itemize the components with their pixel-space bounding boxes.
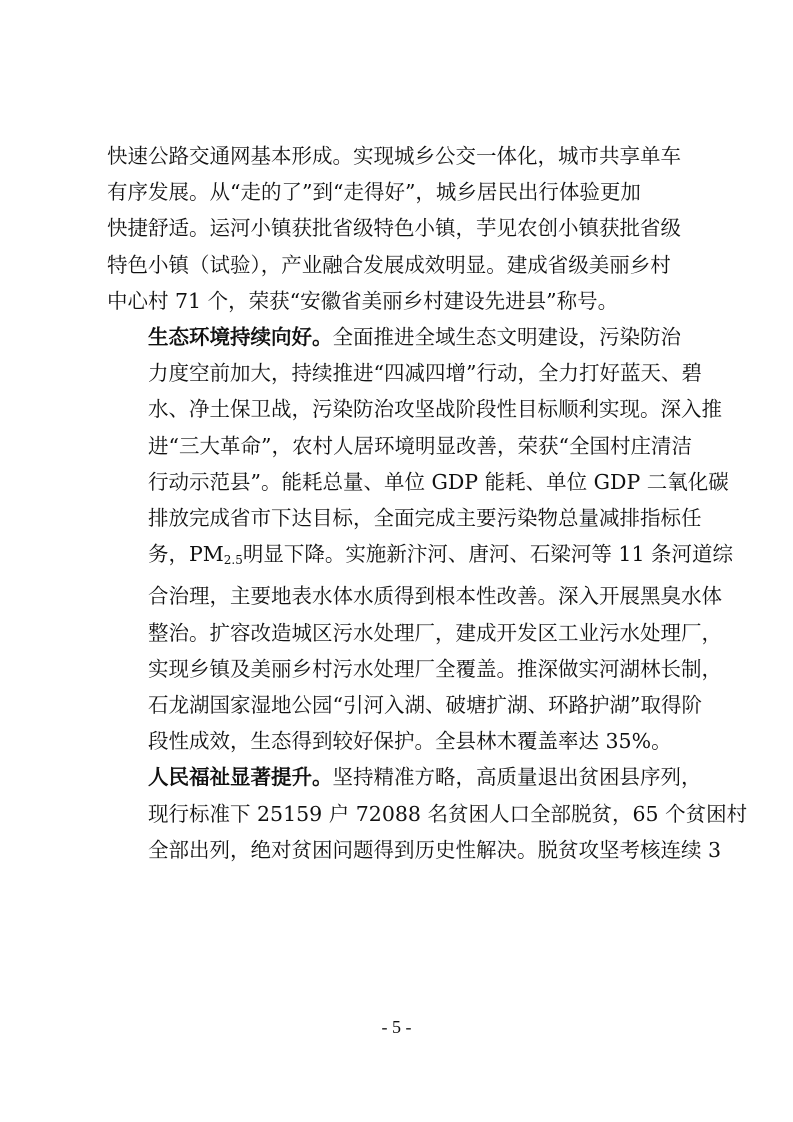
text-line <box>107 536 734 578</box>
text-line: 石龙湖国家湿地公园“引河入湖、破塘扩湖、环路护湖”取得阶 <box>148 693 702 718</box>
text-line <box>107 319 699 355</box>
paragraph-transport <box>107 138 699 319</box>
paragraph-lead: 生态环境持续向好。 <box>148 325 333 350</box>
text-line <box>107 759 702 795</box>
page-number: - 5 - <box>381 1017 412 1037</box>
text-line: 排放完成省市下达目标，全面完成主要污染物总量减排指标任 <box>148 506 702 531</box>
text-line: 水、净土保卫战，污染防治攻坚战阶段性目标顺利实现。深入推 <box>148 397 722 422</box>
text-line: 力度空前加大，持续推进“四减四增”行动，全力打好蓝天、碧 <box>148 361 702 386</box>
text-line: 合治理，主要地表水体水质得到根本性改善。深入开展黑臭水体 <box>148 584 722 609</box>
text-line: 快捷舒适。运河小镇获批省级特色小镇，芋见农创小镇获批省级 <box>107 216 681 241</box>
text-segment: 坚持精准方略，高质量退出贫困县序列， <box>332 765 702 790</box>
text-line: 现行标准下 25159 户 72088 名贫困人口全部脱贫，65 个贫困村 <box>148 801 748 826</box>
pm-subscript: 2.5 <box>223 553 243 568</box>
text-line: 有序发展。从“走的了”到“走得好”，城乡居民出行体验更加 <box>107 180 641 205</box>
text-line: 快速公路交通网基本形成。实现城乡公交一体化，城市共享单车 <box>107 144 681 168</box>
paragraph-welfare <box>107 759 748 868</box>
paragraph-lead: 人民福祉显著提升。 <box>148 765 333 790</box>
text-line: 中心村 71 个，荣获“安徽省美丽乡村建设先进县”称号。 <box>107 288 619 313</box>
text-line: 段性成效，生态得到较好保护。全县林木覆盖率达 35%。 <box>148 729 672 754</box>
text-line: 特色小镇（试验），产业融合发展成效明显。建成省级美丽乡村 <box>107 252 671 277</box>
text-segment: 务，PM <box>148 542 224 567</box>
text-line: 进“三大革命”，农村人居环境明显改善，荣获“全国村庄清洁 <box>148 433 692 458</box>
text-line: 整治。扩容改造城区污水处理厂，建成开发区工业污水处理厂， <box>148 620 722 645</box>
text-line: 实现乡镇及美丽乡村污水处理厂全覆盖。推深做实河湖林长制， <box>148 656 722 681</box>
text-segment: 明显下降。实施新汴河、唐河、石梁河等 11 条河道综 <box>242 542 734 567</box>
text-line: 全部出列，绝对贫困问题得到历史性解决。脱贫攻坚考核连续 3 <box>148 837 722 862</box>
body-text <box>107 138 748 868</box>
text-line: 行动示范县”。能耗总量、单位 GDP 能耗、单位 GDP 二氧化碳 <box>148 469 729 494</box>
text-segment: 全面推进全域生态文明建设，污染防治 <box>332 325 681 350</box>
paragraph-ecology <box>107 319 734 759</box>
